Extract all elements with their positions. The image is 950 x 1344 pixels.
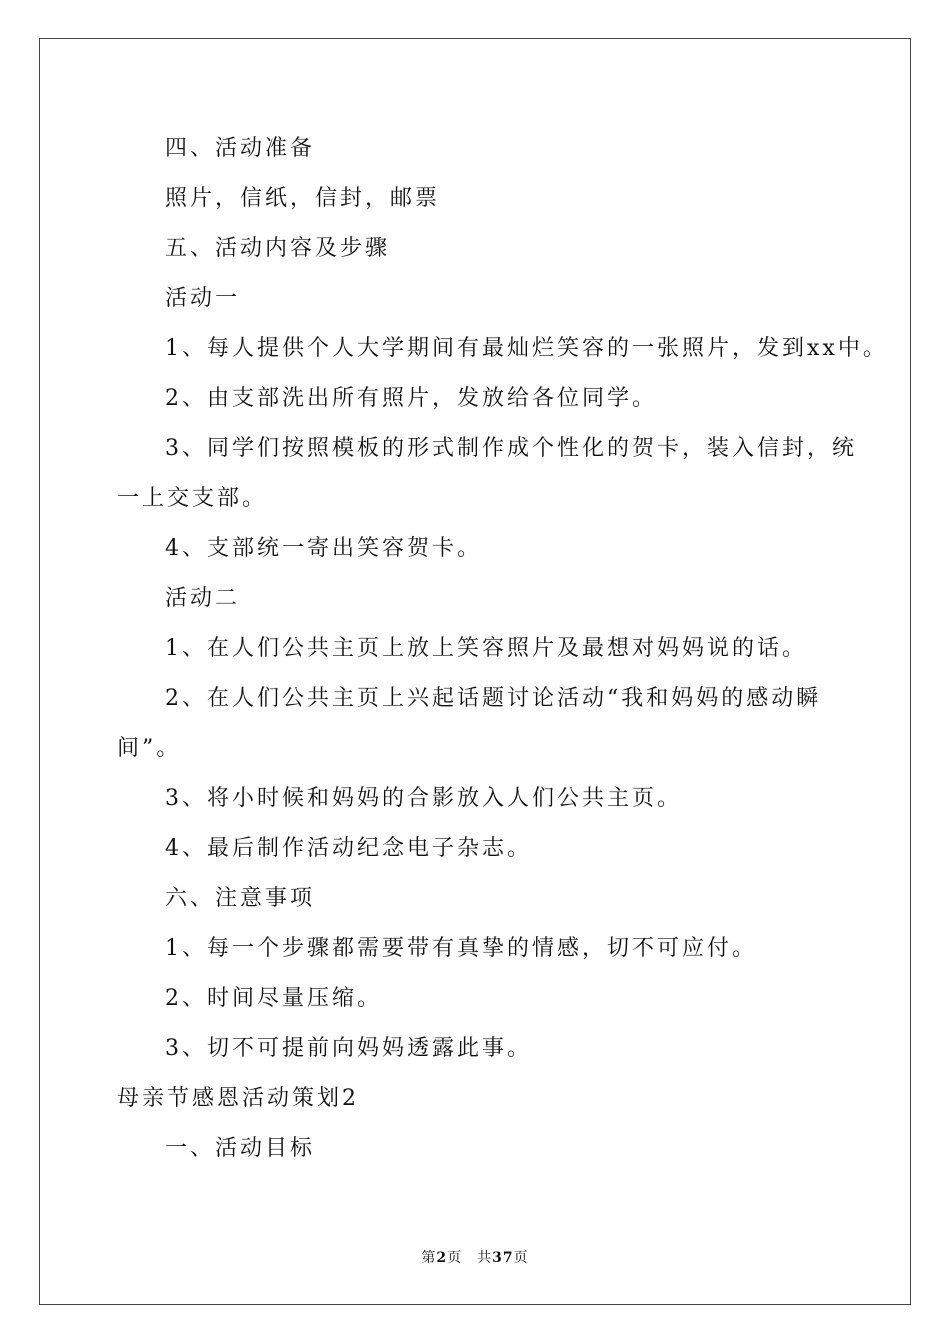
activity-two-step-2: 2、在人们公共主页上兴起话题讨论活动“我和妈妈的感动瞬 <box>165 686 822 711</box>
activity-two-step-1: 1、在人们公共主页上放上笑容照片及最想对妈妈说的话。 <box>165 636 807 661</box>
section-heading-goals: 一、活动目标 <box>165 1136 316 1161</box>
activity-one-step-3: 3、同学们按照模板的形式制作成个性化的贺卡，装入信封，统 <box>165 436 857 461</box>
activity-one-heading: 活动一 <box>165 286 241 311</box>
activity-two-step-2-continued: 间”。 <box>117 736 182 761</box>
note-2: 2、时间尽量压缩。 <box>165 986 382 1011</box>
activity-one-step-4: 4、支部统一寄出笑容贺卡。 <box>165 536 482 561</box>
footer-current-page: 2 <box>436 1250 448 1266</box>
activity-two-heading: 活动二 <box>165 586 241 611</box>
activity-two-step-3: 3、将小时候和妈妈的合影放入人们公共主页。 <box>165 786 682 811</box>
section-heading-preparation: 四、活动准备 <box>165 136 316 161</box>
activity-one-step-3-continued: 一上交支部。 <box>117 486 268 511</box>
section-heading-content: 五、活动内容及步骤 <box>165 236 391 261</box>
paragraph-materials: 照片，信纸，信封，邮票 <box>165 186 441 211</box>
footer-mid: 页 共 <box>447 1250 493 1266</box>
note-3: 3、切不可提前向妈妈透露此事。 <box>165 1036 532 1061</box>
plan-title-2: 母亲节感恩活动策划2 <box>117 1086 359 1111</box>
footer-suffix: 页 <box>513 1250 529 1266</box>
page-footer <box>0 1248 950 1268</box>
activity-two-step-4: 4、最后制作活动纪念电子杂志。 <box>165 836 532 861</box>
footer-prefix: 第 <box>421 1250 437 1266</box>
note-1: 1、每一个步骤都需要带有真挚的情感，切不可应付。 <box>165 936 757 961</box>
page-border <box>39 38 911 1305</box>
activity-one-step-1: 1、每人提供个人大学期间有最灿烂笑容的一张照片，发到xx中。 <box>165 336 888 361</box>
footer-total-pages: 37 <box>492 1250 514 1266</box>
activity-one-step-2: 2、由支部洗出所有照片，发放给各位同学。 <box>165 386 657 411</box>
section-heading-notes: 六、注意事项 <box>165 886 316 911</box>
